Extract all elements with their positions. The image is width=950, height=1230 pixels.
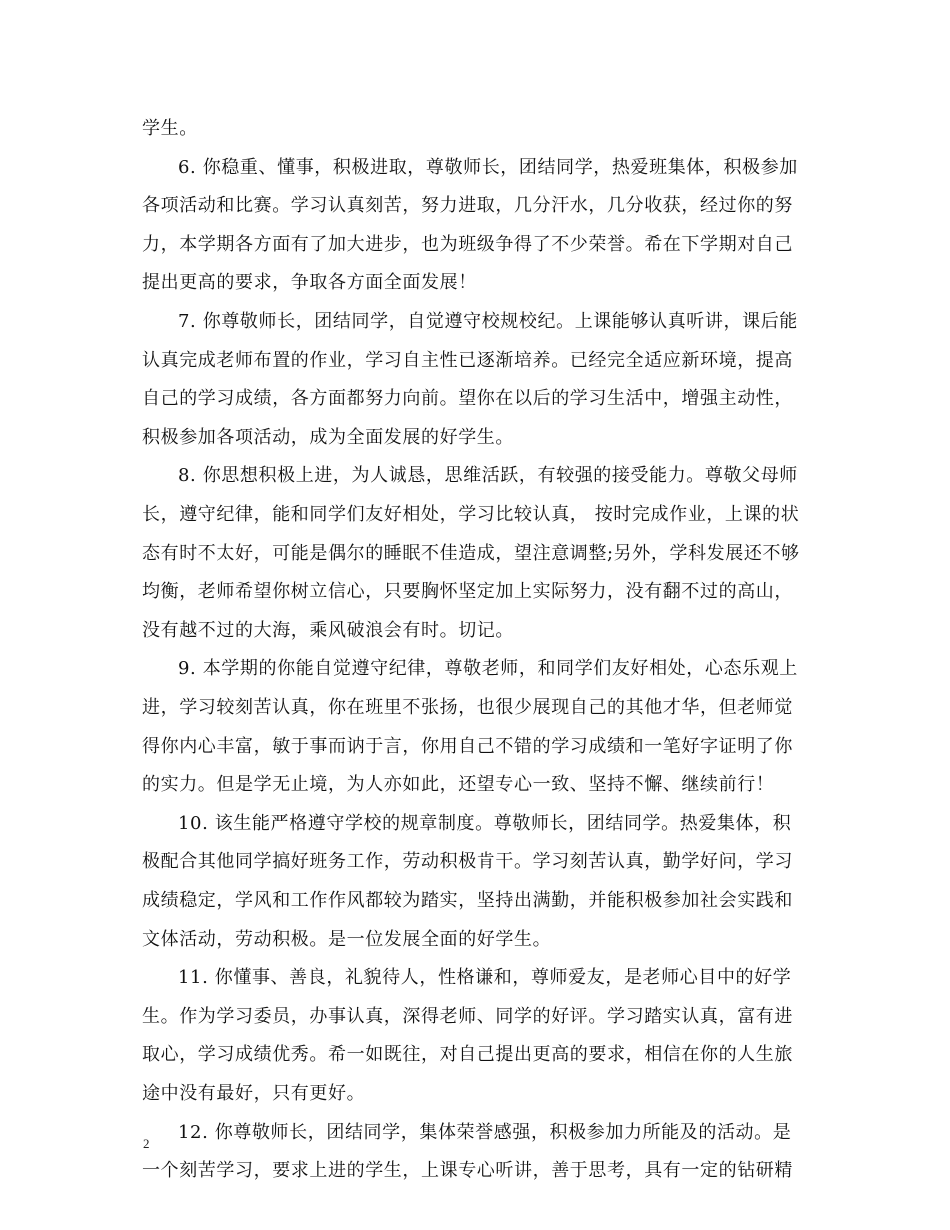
text-line: 途中没有最好，只有更好。	[142, 1083, 366, 1104]
text-line: 取心，学习成绩优秀。希一如既往，对自己提出更高的要求，相信在你的人生旅	[142, 1044, 793, 1066]
text-line: 成绩稳定，学风和工作作风都较为踏实，坚持出满勤，并能积极参加社会实践和	[142, 890, 793, 911]
text-line: 极配合其他同学搞好班务工作，劳动积极肯干。学习刻苦认真，勤学好问，学习	[142, 851, 793, 873]
paragraph-start-line: 7. 你尊敬师长，团结同学，自觉遵守校规校纪。上课能够认真听讲，课后能	[178, 311, 798, 332]
paragraph-start-line: 10. 该生能严格遵守学校的规章制度。尊敬师长，团结同学。热爱集体，积	[178, 812, 792, 834]
text-line: 积极参加各项活动，成为全面发展的好学生。	[142, 426, 514, 448]
text-line: 进，学习较刻苦认真，你在班里不张扬，也很少展现自己的其他才华，但老师觉	[142, 697, 793, 718]
text-line: 力，本学期各方面有了加大进步，也为班级争得了不少荣誉。希在下学期对自己	[142, 233, 793, 255]
text-line: 学生。	[142, 118, 198, 139]
page-number: 2	[143, 1136, 150, 1151]
paragraph-start-line: 8. 你思想积极上进，为人诚恳，思维活跃，有较强的接受能力。尊敬父母师	[178, 465, 798, 487]
text-line: 文体活动，劳动积极。是一位发展全面的好学生。	[142, 928, 552, 950]
text-line: 没有越不过的大海，乘风破浪会有时。切记。	[142, 619, 514, 641]
text-line: 自己的学习成绩，各方面都努力向前。望你在以后的学习生活中，增强主动性，	[142, 388, 793, 410]
paragraph-start-line: 11. 你懂事、善良，礼貌待人，性格谦和，尊师爱友，是老师心目中的好学	[178, 967, 792, 989]
text-line: 认真完成老师布置的作业，学习自主性已逐渐培养。已经完全适应新环境，提高	[142, 349, 793, 371]
text-line: 生。作为学习委员，办事认真，深得老师、同学的好评。学习踏实认真，富有进	[142, 1005, 793, 1027]
text-line: 均衡，老师希望你树立信心，只要胸怀坚定加上实际努力，没有翻不过的高山，	[142, 581, 793, 603]
text-line: 各项活动和比赛。学习认真刻苦，努力进取，几分汗水，几分收获，经过你的努	[142, 195, 793, 217]
text-line: 一个刻苦学习，要求上进的学生，上课专心听讲，善于思考，具有一定的钻研精	[142, 1160, 793, 1182]
text-line: 态有时不太好，可能是偶尔的睡眠不佳造成，望注意调整;另外，学科发展还不够	[142, 542, 800, 564]
paragraph-start-line: 6. 你稳重、懂事，积极进取，尊敬师长，团结同学，热爱班集体，积极参加	[178, 156, 798, 178]
paragraph-start-line: 9. 本学期的你能自觉遵守纪律，尊敬老师，和同学们友好相处，心态乐观上	[178, 658, 798, 680]
text-line: 得你内心丰富，敏于事而讷于言，你用自己不错的学习成绩和一笔好字证明了你	[142, 735, 793, 757]
text-line: 长，遵守纪律，能和同学们友好相处，学习比较认真， 按时完成作业，上课的状	[142, 504, 800, 525]
paragraph-start-line: 12. 你尊敬师长，团结同学，集体荣誉感强，积极参加力所能及的活动。是	[178, 1121, 792, 1143]
text-line: 提出更高的要求，争取各方面全面发展！	[142, 272, 477, 294]
text-line: 的实力。但是学无止境，为人亦如此，还望专心一致、坚持不懈、继续前行！	[142, 774, 775, 796]
